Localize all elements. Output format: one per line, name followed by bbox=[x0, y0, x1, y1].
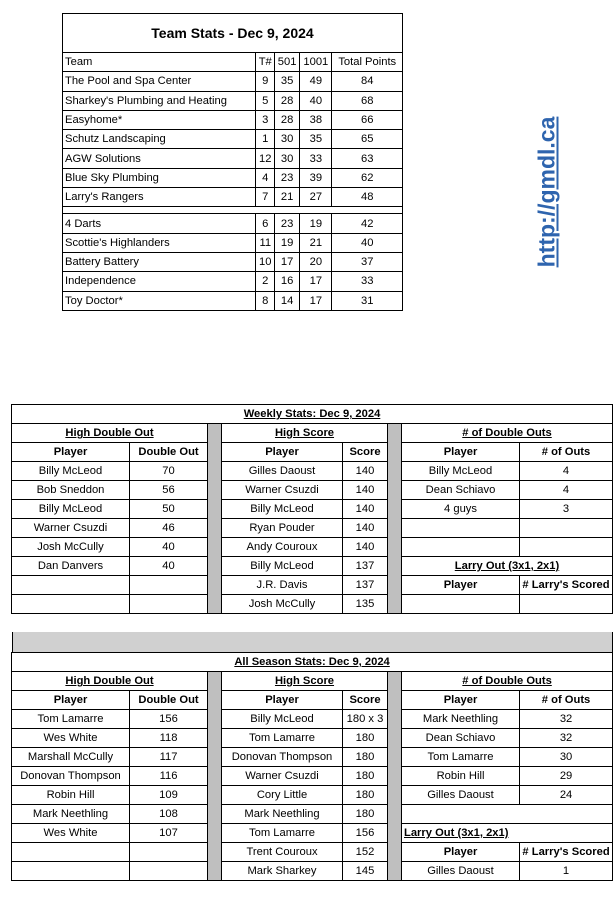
outs-player: Billy McLeod bbox=[402, 462, 520, 481]
hs-value: 140 bbox=[343, 519, 388, 538]
hs-player: Josh McCully bbox=[222, 595, 343, 614]
stats-row bbox=[12, 805, 613, 824]
team-total: 37 bbox=[332, 252, 403, 271]
team-1001: 17 bbox=[300, 272, 332, 291]
team-501: 28 bbox=[275, 110, 300, 129]
outs-value: 4 bbox=[520, 481, 613, 500]
hdo-player bbox=[12, 576, 130, 595]
hs-player: Gilles Daoust bbox=[222, 462, 343, 481]
stats-row bbox=[12, 729, 613, 748]
stats-row bbox=[12, 748, 613, 767]
team-1001: 49 bbox=[300, 72, 332, 91]
team-name: Scottie's Highlanders bbox=[63, 233, 256, 252]
hs-player: Andy Couroux bbox=[222, 538, 343, 557]
col-501: 501 bbox=[275, 53, 300, 72]
hs-value: 180 bbox=[343, 786, 388, 805]
team-number: 1 bbox=[256, 130, 275, 149]
hdo-player: Donovan Thompson bbox=[12, 767, 130, 786]
hdo-value: 156 bbox=[130, 710, 208, 729]
column-separator bbox=[388, 424, 402, 614]
hdo-value: 46 bbox=[130, 519, 208, 538]
hdo-value: 108 bbox=[130, 805, 208, 824]
outs-col-player: Player bbox=[402, 691, 520, 710]
team-1001: 17 bbox=[300, 291, 332, 310]
hdo-value: 117 bbox=[130, 748, 208, 767]
site-url-text[interactable]: http://gmdl.ca bbox=[533, 116, 560, 268]
hdo-value bbox=[130, 595, 208, 614]
empty-cell bbox=[402, 538, 520, 557]
outs-title: # of Double Outs bbox=[402, 672, 613, 691]
team-number: 9 bbox=[256, 72, 275, 91]
team-number: 11 bbox=[256, 233, 275, 252]
hdo-value: 56 bbox=[130, 481, 208, 500]
team-1001: 38 bbox=[300, 110, 332, 129]
team-501: 16 bbox=[275, 272, 300, 291]
team-total: 31 bbox=[332, 291, 403, 310]
team-total: 63 bbox=[332, 149, 403, 168]
hdo-col-player: Player bbox=[12, 443, 130, 462]
stats-row bbox=[12, 576, 613, 595]
larry-col-player: Player bbox=[402, 576, 520, 595]
team-name: Toy Doctor* bbox=[63, 291, 256, 310]
col-1001: 1001 bbox=[300, 53, 332, 72]
hdo-player: Wes White bbox=[12, 824, 130, 843]
team-number: 5 bbox=[256, 91, 275, 110]
hdo-player: Wes White bbox=[12, 729, 130, 748]
team-row bbox=[63, 168, 403, 187]
hdo-value: 50 bbox=[130, 500, 208, 519]
section-header-row bbox=[12, 672, 613, 691]
team-501: 35 bbox=[275, 72, 300, 91]
stats-row bbox=[12, 462, 613, 481]
team-name: Battery Battery bbox=[63, 252, 256, 271]
stats-row bbox=[12, 500, 613, 519]
team-number: 12 bbox=[256, 149, 275, 168]
hdo-value: 118 bbox=[130, 729, 208, 748]
weekly-title: Weekly Stats: Dec 9, 2024 bbox=[12, 405, 613, 424]
empty-cell bbox=[520, 519, 613, 538]
column-header-row bbox=[12, 691, 613, 710]
hs-player: Trent Couroux bbox=[222, 843, 343, 862]
hs-player: Billy McLeod bbox=[222, 557, 343, 576]
empty-cell bbox=[520, 538, 613, 557]
outs-value: 24 bbox=[520, 786, 613, 805]
stats-row bbox=[12, 538, 613, 557]
team-stats-title: Team Stats - Dec 9, 2024 bbox=[63, 14, 403, 53]
outs-value: 29 bbox=[520, 767, 613, 786]
team-total: 33 bbox=[332, 272, 403, 291]
hs-value: 135 bbox=[343, 595, 388, 614]
outs-col-player: Player bbox=[402, 443, 520, 462]
hs-value: 140 bbox=[343, 538, 388, 557]
team-501: 17 bbox=[275, 252, 300, 271]
section-divider bbox=[12, 632, 613, 652]
empty-cell bbox=[402, 519, 520, 538]
team-row bbox=[63, 272, 403, 291]
team-1001: 33 bbox=[300, 149, 332, 168]
team-total: 40 bbox=[332, 233, 403, 252]
team-number: 7 bbox=[256, 188, 275, 207]
team-501: 23 bbox=[275, 168, 300, 187]
hdo-value: 116 bbox=[130, 767, 208, 786]
team-name: Schutz Landscaping bbox=[63, 130, 256, 149]
outs-value: 4 bbox=[520, 462, 613, 481]
hdo-value: 70 bbox=[130, 462, 208, 481]
team-name: Easyhome* bbox=[63, 110, 256, 129]
team-row bbox=[63, 149, 403, 168]
team-number: 4 bbox=[256, 168, 275, 187]
hdo-title: High Double Out bbox=[12, 424, 208, 443]
team-row bbox=[63, 188, 403, 207]
team-name: AGW Solutions bbox=[63, 149, 256, 168]
hs-title: High Score bbox=[222, 424, 388, 443]
hs-player: Cory Little bbox=[222, 786, 343, 805]
hs-player: Mark Neethling bbox=[222, 805, 343, 824]
hdo-player bbox=[12, 595, 130, 614]
stats-row bbox=[12, 557, 613, 576]
hdo-player: Josh McCully bbox=[12, 538, 130, 557]
hdo-value: 109 bbox=[130, 786, 208, 805]
team-number: 3 bbox=[256, 110, 275, 129]
team-501: 30 bbox=[275, 149, 300, 168]
team-1001: 19 bbox=[300, 214, 332, 233]
larry-value: 1 bbox=[520, 862, 613, 881]
col-total: Total Points bbox=[332, 53, 403, 72]
hdo-player: Tom Lamarre bbox=[12, 710, 130, 729]
team-row bbox=[63, 233, 403, 252]
outs-player: 4 guys bbox=[402, 500, 520, 519]
stats-row bbox=[12, 481, 613, 500]
col-team: Team bbox=[63, 53, 256, 72]
hdo-value bbox=[130, 862, 208, 881]
team-row bbox=[63, 72, 403, 91]
outs-value: 3 bbox=[520, 500, 613, 519]
team-name: Blue Sky Plumbing bbox=[63, 168, 256, 187]
hs-col-value: Score bbox=[343, 443, 388, 462]
outs-value: 30 bbox=[520, 748, 613, 767]
hs-player: Billy McLeod bbox=[222, 710, 343, 729]
team-1001: 39 bbox=[300, 168, 332, 187]
hs-player: Warner Csuzdi bbox=[222, 481, 343, 500]
outs-player: Gilles Daoust bbox=[402, 786, 520, 805]
team-total: 68 bbox=[332, 91, 403, 110]
hs-player: Warner Csuzdi bbox=[222, 767, 343, 786]
hs-player: J.R. Davis bbox=[222, 576, 343, 595]
team-stats-table bbox=[62, 13, 403, 311]
larry-player: Gilles Daoust bbox=[402, 862, 520, 881]
col-tnum: T# bbox=[256, 53, 275, 72]
larry-title: Larry Out (3x1, 2x1) bbox=[402, 824, 613, 843]
hs-value: 156 bbox=[343, 824, 388, 843]
team-total: 65 bbox=[332, 130, 403, 149]
hdo-player: Mark Neethling bbox=[12, 805, 130, 824]
team-number: 10 bbox=[256, 252, 275, 271]
team-name: Sharkey's Plumbing and Heating bbox=[63, 91, 256, 110]
hs-col-value: Score bbox=[343, 691, 388, 710]
team-501: 21 bbox=[275, 188, 300, 207]
team-total: 48 bbox=[332, 188, 403, 207]
stats-row bbox=[12, 595, 613, 614]
hs-value: 137 bbox=[343, 557, 388, 576]
stats-row bbox=[12, 843, 613, 862]
hs-value: 180 bbox=[343, 805, 388, 824]
hs-player: Donovan Thompson bbox=[222, 748, 343, 767]
outs-value: 32 bbox=[520, 729, 613, 748]
team-spacer-row bbox=[63, 207, 403, 214]
hdo-value bbox=[130, 843, 208, 862]
team-number: 2 bbox=[256, 272, 275, 291]
team-row bbox=[63, 130, 403, 149]
outs-player: Mark Neethling bbox=[402, 710, 520, 729]
column-separator bbox=[208, 424, 222, 614]
empty-cell bbox=[402, 595, 520, 614]
team-501: 30 bbox=[275, 130, 300, 149]
hs-value: 152 bbox=[343, 843, 388, 862]
stats-row bbox=[12, 862, 613, 881]
hs-col-player: Player bbox=[222, 443, 343, 462]
hdo-value bbox=[130, 576, 208, 595]
team-1001: 40 bbox=[300, 91, 332, 110]
outs-player: Dean Schiavo bbox=[402, 729, 520, 748]
larry-col-player: Player bbox=[402, 843, 520, 862]
empty-cell bbox=[520, 595, 613, 614]
hdo-title: High Double Out bbox=[12, 672, 208, 691]
team-total: 42 bbox=[332, 214, 403, 233]
hdo-player bbox=[12, 843, 130, 862]
team-header-row bbox=[63, 53, 403, 72]
team-row bbox=[63, 252, 403, 271]
outs-col-value: # of Outs bbox=[520, 443, 613, 462]
outs-player: Tom Lamarre bbox=[402, 748, 520, 767]
hs-title: High Score bbox=[222, 672, 388, 691]
weekly-stats-table bbox=[11, 404, 613, 614]
team-number: 6 bbox=[256, 214, 275, 233]
team-total: 84 bbox=[332, 72, 403, 91]
hdo-player: Robin Hill bbox=[12, 786, 130, 805]
team-1001: 20 bbox=[300, 252, 332, 271]
hdo-col-player: Player bbox=[12, 691, 130, 710]
outs-player: Dean Schiavo bbox=[402, 481, 520, 500]
hs-player: Ryan Pouder bbox=[222, 519, 343, 538]
hs-value: 180 x 3 bbox=[343, 710, 388, 729]
team-501: 19 bbox=[275, 233, 300, 252]
hs-player: Tom Lamarre bbox=[222, 729, 343, 748]
team-number: 8 bbox=[256, 291, 275, 310]
hs-value: 140 bbox=[343, 481, 388, 500]
larry-col-value: # Larry's Scored bbox=[520, 843, 613, 862]
team-row bbox=[63, 291, 403, 310]
hs-value: 145 bbox=[343, 862, 388, 881]
team-name: Larry's Rangers bbox=[63, 188, 256, 207]
hdo-player: Warner Csuzdi bbox=[12, 519, 130, 538]
outs-value: 32 bbox=[520, 710, 613, 729]
hdo-player: Bob Sneddon bbox=[12, 481, 130, 500]
team-501: 23 bbox=[275, 214, 300, 233]
hs-player: Billy McLeod bbox=[222, 500, 343, 519]
hdo-col-value: Double Out bbox=[130, 443, 208, 462]
stats-row bbox=[12, 824, 613, 843]
team-row bbox=[63, 214, 403, 233]
team-501: 14 bbox=[275, 291, 300, 310]
season-title: All Season Stats: Dec 9, 2024 bbox=[12, 653, 613, 672]
team-501: 28 bbox=[275, 91, 300, 110]
hs-value: 180 bbox=[343, 767, 388, 786]
team-1001: 27 bbox=[300, 188, 332, 207]
team-name: The Pool and Spa Center bbox=[63, 72, 256, 91]
season-stats-table bbox=[11, 652, 613, 881]
team-name: Independence bbox=[63, 272, 256, 291]
hs-value: 137 bbox=[343, 576, 388, 595]
hdo-player: Marshall McCully bbox=[12, 748, 130, 767]
stats-row bbox=[12, 786, 613, 805]
site-url[interactable] bbox=[527, 82, 567, 302]
hdo-col-value: Double Out bbox=[130, 691, 208, 710]
hs-value: 140 bbox=[343, 462, 388, 481]
section-header-row bbox=[12, 424, 613, 443]
team-row bbox=[63, 110, 403, 129]
team-name: 4 Darts bbox=[63, 214, 256, 233]
outs-col-value: # of Outs bbox=[520, 691, 613, 710]
team-total: 66 bbox=[332, 110, 403, 129]
larry-col-value: # Larry's Scored bbox=[520, 576, 613, 595]
team-row bbox=[63, 91, 403, 110]
larry-title: Larry Out (3x1, 2x1) bbox=[402, 557, 613, 576]
hs-value: 140 bbox=[343, 500, 388, 519]
empty-cell bbox=[402, 805, 613, 824]
hs-player: Mark Sharkey bbox=[222, 862, 343, 881]
hdo-value: 40 bbox=[130, 557, 208, 576]
stats-row bbox=[12, 710, 613, 729]
hdo-player: Billy McLeod bbox=[12, 500, 130, 519]
stats-row bbox=[12, 519, 613, 538]
hdo-player: Dan Danvers bbox=[12, 557, 130, 576]
team-1001: 21 bbox=[300, 233, 332, 252]
hdo-player bbox=[12, 862, 130, 881]
hs-player: Tom Lamarre bbox=[222, 824, 343, 843]
team-total: 62 bbox=[332, 168, 403, 187]
hs-value: 180 bbox=[343, 729, 388, 748]
hdo-value: 107 bbox=[130, 824, 208, 843]
stats-row bbox=[12, 767, 613, 786]
hdo-value: 40 bbox=[130, 538, 208, 557]
hs-value: 180 bbox=[343, 748, 388, 767]
outs-title: # of Double Outs bbox=[402, 424, 613, 443]
column-separator bbox=[388, 672, 402, 881]
column-separator bbox=[208, 672, 222, 881]
column-header-row bbox=[12, 443, 613, 462]
outs-player: Robin Hill bbox=[402, 767, 520, 786]
hdo-player: Billy McLeod bbox=[12, 462, 130, 481]
team-1001: 35 bbox=[300, 130, 332, 149]
spacer-cell bbox=[63, 207, 403, 214]
hs-col-player: Player bbox=[222, 691, 343, 710]
